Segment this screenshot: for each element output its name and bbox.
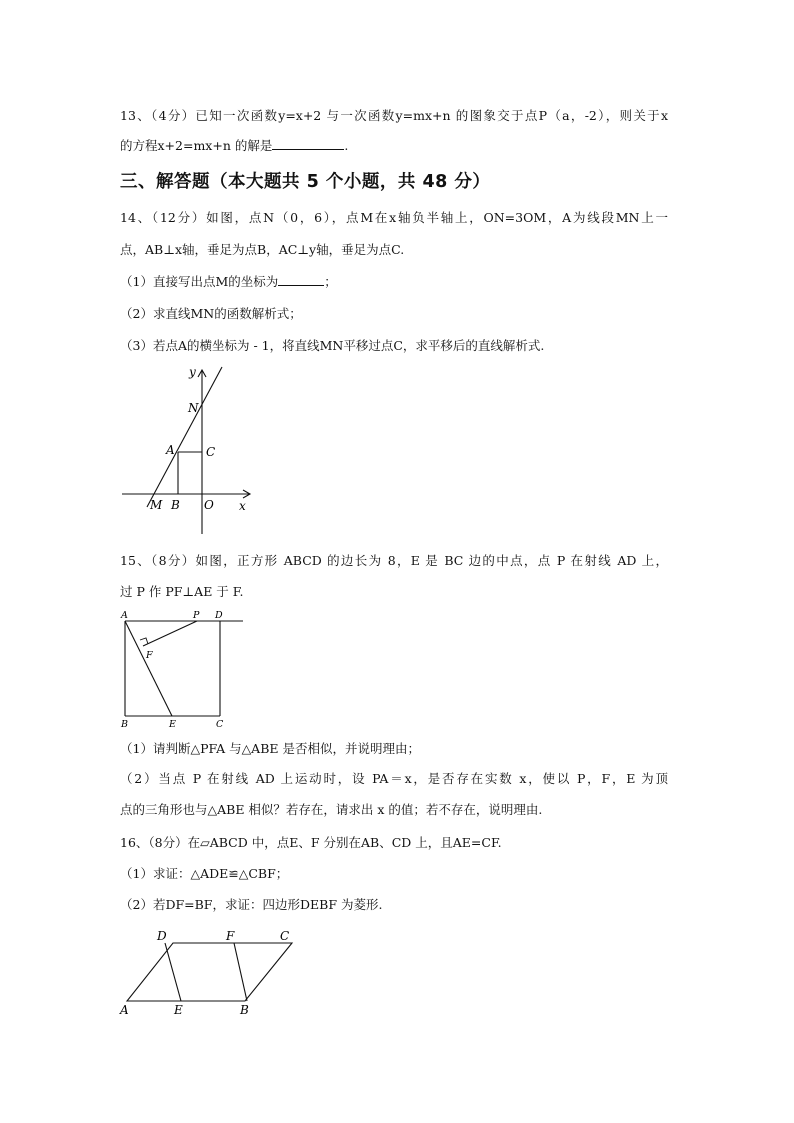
label-d: D <box>215 610 223 621</box>
q14-part1-suffix: ； <box>324 274 337 289</box>
q16-part2: （2）若DF=BF，求证：四边形DEBF 为菱形. <box>120 897 383 912</box>
q13-line2-suffix: . <box>344 138 349 153</box>
q15-line1: 15、（8分）如图，正方形 ABCD 的边长为 8，E 是 BC 边的中点，点 P 在射线 AD 上， <box>120 553 668 568</box>
label-e: E <box>174 1003 183 1017</box>
right-angle-mark <box>140 638 148 644</box>
q13-line1: 13、（4分）已知一次函数y=x+2 与一次函数y=mx+n 的图象交于点P（a，-2），则关于x <box>120 108 668 123</box>
label-n: N <box>188 401 199 415</box>
label-a: A <box>121 610 128 621</box>
q15-part1: （1）请判断△PFA 与△ABE 是否相似，并说明理由； <box>120 741 420 756</box>
q14-line2: 点，AB⊥x轴，垂足为点B，AC⊥y轴，垂足为点C. <box>120 242 405 257</box>
q15-figure <box>116 606 251 732</box>
segment-pf <box>143 621 197 646</box>
section-3-title: 三、解答题（本大题共 5 个小题，共 48 分） <box>120 172 491 192</box>
q14-part2: （2）求直线MN的函数解析式； <box>120 306 302 321</box>
q14-part1 <box>120 272 337 290</box>
q15-part2-line1: （2）当点 P 在射线 AD 上运动时，设 PA＝x，是否存在实数 x，使以 P，F，E 为顶 <box>120 771 668 786</box>
q15-part2-line2: 点的三角形也与△ABE 相似？若存在，请求出 x 的值；若不存在，说明理由. <box>120 802 543 817</box>
q14-answer-blank <box>278 273 324 286</box>
q16-figure <box>115 926 300 1021</box>
label-p: P <box>193 610 200 621</box>
label-c: C <box>280 929 290 943</box>
q14-part1-prefix: （1）直接写出点M的坐标为 <box>120 274 279 289</box>
q14-figure <box>115 362 265 537</box>
label-c: C <box>206 445 216 459</box>
q14-part3: （3）若点A的横坐标为 - 1，将直线MN平移过点C，求平移后的直线解析式. <box>120 338 545 353</box>
label-m: M <box>150 498 163 512</box>
q13-answer-blank <box>272 137 344 150</box>
segment-fb <box>234 943 247 1001</box>
label-a: A <box>166 443 175 457</box>
label-c: C <box>216 719 224 730</box>
q16-part1: （1）求证：△ADE≌△CBF； <box>120 866 289 881</box>
q13-line2 <box>120 136 348 154</box>
label-f: F <box>146 650 153 661</box>
q13-line2-prefix: 的方程x+2=mx+n 的解是 <box>120 138 273 153</box>
label-b: B <box>240 1003 249 1017</box>
label-x: x <box>239 499 246 513</box>
label-e: E <box>169 719 176 730</box>
q15-line2: 过 P 作 PF⊥AE 于 F. <box>120 584 244 599</box>
label-f: F <box>226 929 235 943</box>
segment-de <box>165 943 181 1001</box>
label-y: y <box>189 365 196 379</box>
q16-line1: 16、（8分）在▱ABCD 中，点E、F 分别在AB、CD 上，且AE=CF. <box>120 835 502 850</box>
label-b: B <box>171 498 180 512</box>
label-o: O <box>204 498 214 512</box>
q14-line1: 14、（12分）如图，点N（0，6），点M在x轴负半轴上，ON=3OM，A为线段MN上一 <box>120 210 668 225</box>
label-b: B <box>121 719 128 730</box>
label-d: D <box>157 929 167 943</box>
parallelogram-abcd <box>127 943 292 1001</box>
label-a: A <box>120 1003 129 1017</box>
line-mn <box>147 367 222 507</box>
